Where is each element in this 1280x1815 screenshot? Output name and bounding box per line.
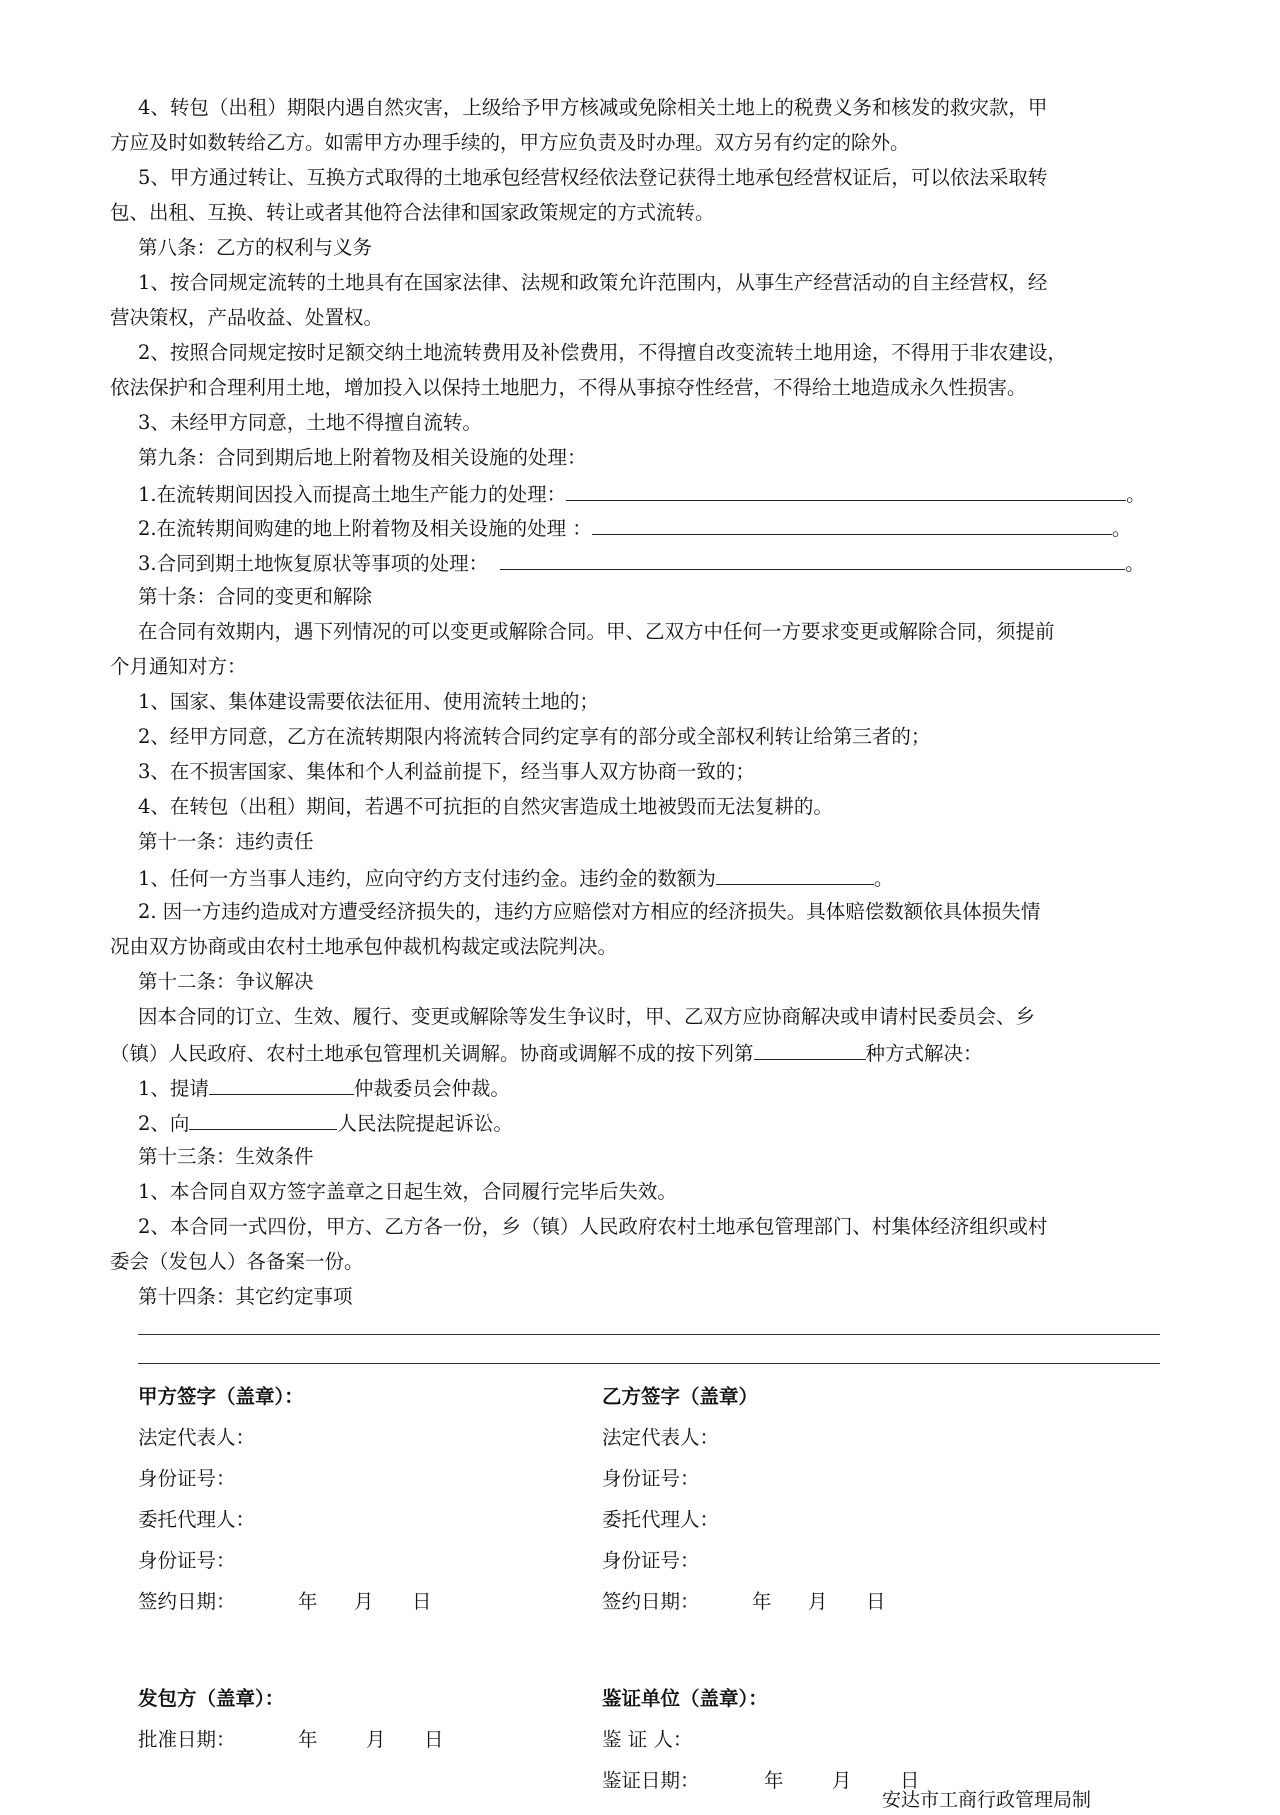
party-a-rep-label: 法定代表人： bbox=[138, 1426, 256, 1449]
article-heading: 第八条：乙方的权利与义务 bbox=[138, 236, 373, 259]
party-a-id-label: 身份证号： bbox=[138, 1467, 236, 1490]
party-a-title: 甲方签字（盖章）： bbox=[138, 1385, 304, 1408]
paragraph-line: 1、按合同规定流转的土地具有在国家法律、法规和政策允许范围内，从事生产经营活动的自主经营权，经 bbox=[138, 271, 1048, 294]
fill-line bbox=[138, 478, 1146, 510]
fill-line bbox=[138, 547, 1145, 579]
verifier-day: 日 bbox=[900, 1769, 920, 1792]
party-a-day: 日 bbox=[412, 1590, 432, 1613]
fill-line bbox=[110, 1037, 983, 1069]
blank-field[interactable] bbox=[716, 862, 874, 885]
fill-label: 种方式解决： bbox=[865, 1042, 983, 1065]
blank-rule[interactable] bbox=[138, 1334, 1160, 1335]
paragraph-line: 4、在转包（出租）期间，若遇不可抗拒的自然灾害造成土地被毁而无法复耕的。 bbox=[138, 795, 833, 818]
blank-field[interactable] bbox=[566, 478, 1126, 501]
footer-issuer: 安达市工商行政管理局制 bbox=[882, 1789, 1092, 1811]
party-b-day: 日 bbox=[866, 1590, 886, 1613]
contractor-title: 发包方（盖章）： bbox=[138, 1687, 285, 1710]
paragraph-line: 2. 因一方违约造成对方遭受经济损失的，违约方应赔偿对方相应的经济损失。具体赔偿数额依具体损失情 bbox=[138, 900, 1041, 923]
party-a-month: 月 bbox=[354, 1590, 374, 1613]
article-heading: 第九条：合同到期后地上附着物及相关设施的处理： bbox=[138, 446, 587, 469]
contractor-month: 月 bbox=[366, 1728, 386, 1751]
party-b-id-label: 身份证号： bbox=[602, 1467, 700, 1490]
article-heading: 第十条：合同的变更和解除 bbox=[138, 585, 373, 608]
article-heading: 第十四条：其它约定事项 bbox=[138, 1285, 353, 1308]
blank-field[interactable] bbox=[209, 1072, 354, 1095]
paragraph-line: 4、转包（出租）期限内遇自然灾害，上级给予甲方核减或免除相关土地上的税费义务和核发的救灾款，甲 bbox=[138, 96, 1048, 119]
paragraph-line: 个月通知对方： bbox=[110, 655, 247, 678]
fill-line bbox=[138, 1072, 510, 1104]
paragraph-line: 方应及时如数转给乙方。如需甲方办理手续的，甲方应负责及时办理。双方另有约定的除外。 bbox=[110, 131, 910, 154]
contractor-day: 日 bbox=[424, 1728, 444, 1751]
paragraph-line: 包、出租、互换、转让或者其他符合法律和国家政策规定的方式流转。 bbox=[110, 201, 715, 224]
fill-line bbox=[138, 1107, 513, 1139]
blank-field[interactable] bbox=[500, 547, 1125, 570]
fill-label: 2、向 bbox=[138, 1112, 190, 1135]
period: 。 bbox=[1126, 483, 1146, 506]
paragraph-line: 5、甲方通过转让、互换方式取得的土地承包经营权经依法登记获得土地承包经营权证后，可以依法采取转 bbox=[138, 166, 1048, 189]
party-b-agent-id-label: 身份证号： bbox=[602, 1549, 700, 1572]
paragraph-line: 营决策权，产品收益、处置权。 bbox=[110, 306, 384, 329]
fill-label: 1、提请 bbox=[138, 1077, 209, 1100]
party-a-agent-label: 委托代理人： bbox=[138, 1508, 256, 1531]
blank-rule[interactable] bbox=[138, 1363, 1160, 1364]
paragraph-line: 委会（发包人）各备案一份。 bbox=[110, 1250, 364, 1273]
verifier-date-label: 鉴证日期： bbox=[602, 1769, 700, 1792]
party-b-date-label: 签约日期： bbox=[602, 1590, 700, 1613]
party-b-rep-label: 法定代表人： bbox=[602, 1426, 720, 1449]
party-a-date-label: 签约日期： bbox=[138, 1590, 236, 1613]
article-heading: 第十一条：违约责任 bbox=[138, 830, 314, 853]
party-a-year: 年 bbox=[298, 1590, 318, 1613]
party-b-year: 年 bbox=[752, 1590, 772, 1613]
paragraph-line: 2、经甲方同意，乙方在流转期限内将流转合同约定享有的部分或全部权利转让给第三者的； bbox=[138, 725, 931, 748]
period: 。 bbox=[1125, 552, 1145, 575]
period: 。 bbox=[1111, 517, 1132, 540]
fill-line bbox=[138, 862, 893, 894]
contractor-year: 年 bbox=[298, 1728, 318, 1751]
paragraph-line: 3、未经甲方同意，土地不得擅自流转。 bbox=[138, 411, 482, 434]
blank-field[interactable] bbox=[189, 1107, 337, 1130]
fill-label: 1、任何一方当事人违约，应向守约方支付违约金。违约金的数额为 bbox=[138, 867, 716, 890]
verifier-month: 月 bbox=[832, 1769, 852, 1792]
verifier-title: 鉴证单位（盖章）： bbox=[602, 1687, 768, 1710]
fill-line bbox=[138, 512, 1131, 544]
article-heading: 第十二条：争议解决 bbox=[138, 970, 314, 993]
party-b-title: 乙方签字（盖章） bbox=[602, 1385, 759, 1408]
fill-label: 1.在流转期间因投入而提高土地生产能力的处理： bbox=[138, 483, 567, 506]
paragraph-line: 在合同有效期内，遇下列情况的可以变更或解除合同。甲、乙双方中任何一方要求变更或解除合同，须提前 bbox=[138, 620, 1055, 643]
fill-label: 2.在流转期间购建的地上附着物及相关设施的处理 ： bbox=[138, 517, 592, 540]
paragraph-line: 1、国家、集体建设需要依法征用、使用流转土地的； bbox=[138, 690, 599, 713]
paragraph-line: 1、本合同自双方签字盖章之日起生效，合同履行完毕后失效。 bbox=[138, 1180, 677, 1203]
paragraph-line: 3、在不损害国家、集体和个人利益前提下，经当事人双方协商一致的； bbox=[138, 760, 755, 783]
paragraph-line: 2、按照合同规定按时足额交纳土地流转费用及补偿费用，不得擅自改变流转土地用途，不得用于非农建设， bbox=[138, 341, 1067, 364]
fill-label: 人民法院提起诉讼。 bbox=[337, 1112, 513, 1135]
fill-label: （镇）人民政府、农村土地承包管理机关调解。协商或调解不成的按下列第 bbox=[110, 1042, 754, 1065]
blank-field[interactable] bbox=[754, 1037, 866, 1060]
contractor-date-label: 批准日期： bbox=[138, 1728, 236, 1751]
paragraph-line: 因本合同的订立、生效、履行、变更或解除等发生争议时，甲、乙双方应协商解决或申请村民委员会、乡 bbox=[138, 1005, 1036, 1028]
fill-label: 3.合同到期土地恢复原状等事项的处理： bbox=[138, 552, 489, 575]
verifier-person-label: 鉴 证 人： bbox=[602, 1728, 693, 1751]
party-b-month: 月 bbox=[808, 1590, 828, 1613]
party-a-agent-id-label: 身份证号： bbox=[138, 1549, 236, 1572]
paragraph-line: 2、本合同一式四份，甲方、乙方各一份，乡（镇）人民政府农村土地承包管理部门、村集体经济组织或村 bbox=[138, 1215, 1048, 1238]
article-heading: 第十三条：生效条件 bbox=[138, 1145, 314, 1168]
period: 。 bbox=[873, 867, 894, 890]
verifier-year: 年 bbox=[764, 1769, 784, 1792]
fill-label: 仲裁委员会仲裁。 bbox=[353, 1077, 510, 1100]
paragraph-line: 况由双方协商或由农村土地承包仲裁机构裁定或法院判决。 bbox=[110, 935, 618, 958]
blank-field[interactable] bbox=[592, 512, 1112, 535]
paragraph-line: 依法保护和合理利用土地，增加投入以保持土地肥力，不得从事掠夺性经营，不得给土地造成永久性损害。 bbox=[110, 376, 1027, 399]
party-b-agent-label: 委托代理人： bbox=[602, 1508, 720, 1531]
